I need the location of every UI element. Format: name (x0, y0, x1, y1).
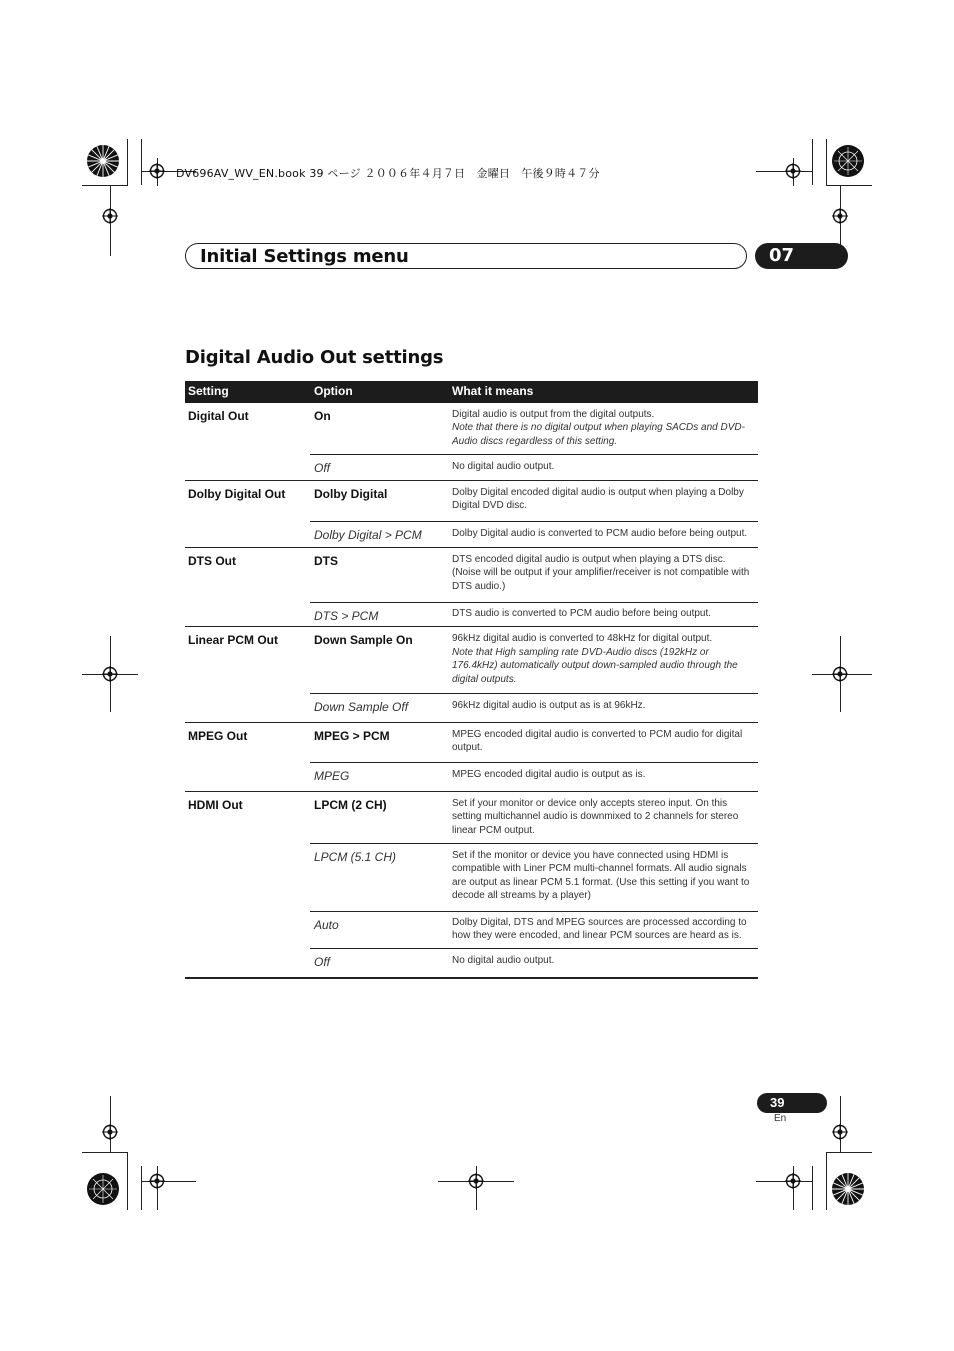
option-description: DTS encoded digital audio is output when playing a DTS disc. (Noise will be output if your amplifier/receiver is not compatible with DTS audio.) (452, 553, 750, 592)
option-name: Auto (314, 917, 339, 932)
option-note: Note that there is no digital output when playing SACDs and DVD-Audio discs regardless of this setting. (452, 422, 745, 447)
option-row (310, 521, 758, 546)
registration-wheel-icon (831, 1172, 865, 1206)
chapter-title: Initial Settings menu (200, 246, 409, 267)
registration-crosshair-icon (832, 666, 848, 682)
chapter-number: 07 (769, 245, 795, 266)
option-name: Down Sample Off (314, 700, 409, 715)
option-row (310, 843, 758, 911)
chapter-title-bar (185, 243, 747, 269)
book-file-header: DV696AV_WV_EN.book 39 ページ ２００６年４月７日 金曜日 午後９時４７分 (176, 167, 600, 180)
registration-crosshair-icon (102, 1124, 118, 1140)
option-description: No digital audio output. (452, 955, 555, 967)
registration-crosshair-icon (149, 1173, 165, 1189)
registration-crosshair-icon (785, 163, 801, 179)
chapter-number-badge (755, 243, 848, 269)
registration-crosshair-icon (832, 1124, 848, 1140)
option-row (310, 403, 758, 454)
registration-wheel-icon (831, 144, 865, 178)
registration-crosshair-icon (149, 163, 165, 179)
option-row (310, 627, 758, 693)
option-row (310, 948, 758, 976)
option-description: Digital audio is output from the digital outputs. (452, 409, 655, 420)
option-description: Dolby Digital audio is converted to PCM audio before being output. (452, 528, 748, 540)
option-name: On (314, 409, 331, 423)
setting-name: HDMI Out (188, 797, 243, 812)
table-row-linear-pcm-out (185, 626, 758, 721)
option-description: Set if the monitor or device you have connected using HDMI is compatible with Liner PCM multi-channel formats. All audio signals are output as linear PCM 5.1 format. (Use this setting if you want to decode all streams by a player) (452, 849, 750, 902)
option-description: 96kHz digital audio is output as is at 96kHz. (452, 700, 646, 712)
option-description: Dolby Digital, DTS and MPEG sources are processed according to how they were encoded, and linear PCM sources are heard as is. (452, 916, 747, 941)
registration-crosshair-icon (785, 1173, 801, 1189)
page-number: 39 (770, 1095, 785, 1110)
setting-name: DTS Out (188, 553, 236, 568)
option-description: MPEG encoded digital audio is converted to PCM audio for digital output. (452, 728, 743, 753)
option-name: Dolby Digital > PCM (314, 528, 422, 543)
option-description: No digital audio output. (452, 461, 555, 473)
option-row (310, 723, 758, 763)
option-name: MPEG > PCM (314, 728, 390, 743)
section-heading: Digital Audio Out settings (185, 347, 444, 368)
option-description: Set if your monitor or device only accepts stereo input. On this setting multichannel audio is downmixed to 2 channels for stereo linear PCM output. (452, 797, 739, 836)
option-name: LPCM (5.1 CH) (314, 849, 397, 864)
registration-crosshair-icon (832, 208, 848, 224)
option-row (310, 792, 758, 843)
setting-name: MPEG Out (188, 728, 248, 743)
option-description: Dolby Digital encoded digital audio is output when playing a Dolby Digital DVD disc. (452, 486, 744, 512)
option-description: MPEG encoded digital audio is output as is. (452, 769, 646, 781)
option-note: Note that High sampling rate DVD-Audio discs (192kHz or 176.4kHz) automatically output down-sampled audio through the digital outputs. (452, 646, 738, 685)
header-setting: Setting (188, 384, 229, 398)
option-row (310, 454, 758, 479)
header-what-it-means: What it means (452, 384, 534, 398)
registration-wheel-icon (86, 1172, 120, 1206)
page-language: En (774, 1113, 787, 1124)
option-row (310, 911, 758, 949)
table-row-dts-out (185, 547, 758, 627)
option-description: DTS audio is converted to PCM audio before being output. (452, 608, 712, 620)
option-name: Off (314, 461, 331, 476)
option-row (310, 548, 758, 602)
setting-name: Digital Out (188, 409, 249, 423)
registration-crosshair-icon (468, 1173, 484, 1189)
option-description: 96kHz digital audio is converted to 48kHz for digital output. (452, 633, 713, 645)
table-header (185, 381, 758, 403)
option-row (310, 762, 758, 790)
option-row (310, 481, 758, 522)
page-number-badge (757, 1093, 827, 1113)
option-name: MPEG (314, 769, 350, 784)
option-name: DTS (314, 553, 338, 568)
registration-crosshair-icon (102, 666, 118, 682)
option-row (310, 602, 758, 626)
registration-crosshair-icon (102, 208, 118, 224)
settings-table (185, 381, 758, 979)
option-name: DTS > PCM (314, 609, 379, 624)
setting-name: Linear PCM Out (188, 633, 279, 648)
table-bottom-rule (185, 977, 758, 979)
header-option: Option (314, 384, 353, 398)
table-row-hdmi-out (185, 791, 758, 977)
option-name: LPCM (2 CH) (314, 797, 387, 812)
table-row-dolby-digital-out (185, 480, 758, 547)
option-row (310, 693, 758, 721)
option-name: Dolby Digital (314, 486, 388, 501)
table-row-mpeg-out (185, 722, 758, 791)
registration-wheel-icon (86, 144, 120, 178)
table-row-digital-out (185, 403, 758, 480)
option-name: Down Sample On (314, 633, 413, 648)
setting-name: Dolby Digital Out (188, 486, 286, 501)
option-name: Off (314, 955, 331, 970)
